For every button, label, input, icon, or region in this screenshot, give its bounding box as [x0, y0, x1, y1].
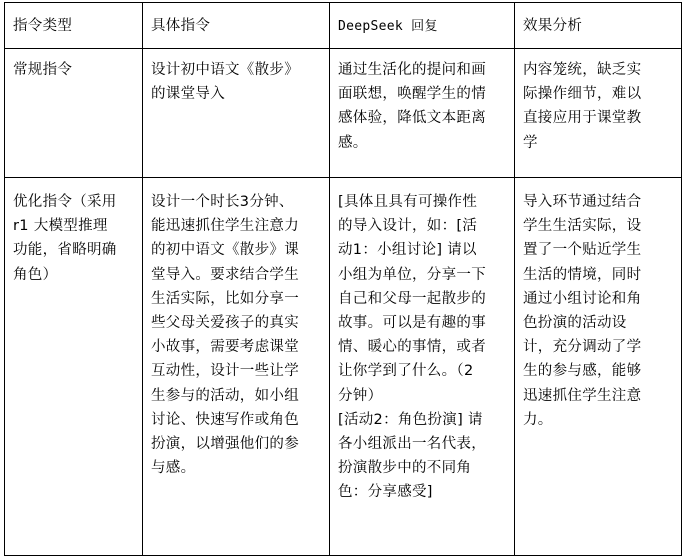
cell-line: 故事。可以是有趣的事	[338, 315, 486, 332]
cell-line: 迅速抓住学生注意	[523, 387, 642, 404]
cell-line: 生活的情境，同时	[523, 266, 642, 283]
cell-line: 内容笼统，缺乏实	[523, 62, 642, 78]
cell-line: 分钟）	[338, 387, 383, 404]
cell-line: 际操作细节，难以	[523, 86, 642, 103]
cell-line: 的课堂导入	[151, 86, 225, 103]
cell-line: 色：分享感受]	[338, 484, 433, 501]
cell-line: 生的参与感，能够	[523, 363, 642, 380]
cell-line: 角色）	[13, 266, 58, 283]
header-cell-instruction: 具体指令	[143, 3, 330, 49]
cell-line: 扮演散步中的不同角	[338, 460, 472, 477]
cell-line: [活动2：角色扮演] 请	[338, 411, 483, 428]
cell-line: 学生生活实际，设	[523, 218, 642, 235]
cell-line: 导入环节通过结合	[523, 194, 642, 210]
cell-line: 功能，省略明确	[13, 242, 117, 259]
cell-line: 学	[523, 134, 538, 151]
cell-line: 通过生活化的提问和画	[338, 62, 486, 78]
cell-line: 的导入设计，如：[活	[338, 218, 478, 235]
cell-line: 生活实际，比如分享一	[151, 290, 299, 307]
cell-instruction	[143, 49, 330, 178]
cell-line: 感体验，降低文本距离	[338, 110, 486, 127]
cell-line: 感。	[338, 134, 368, 151]
cell-line: 互动性，设计一些让学	[151, 363, 299, 380]
cell-line: 力。	[523, 411, 553, 428]
table-row	[5, 178, 682, 556]
cell-line: 与感。	[151, 460, 196, 477]
header-cell-type: 指令类型	[5, 3, 143, 49]
cell-type	[5, 178, 143, 556]
cell-line: 扮演，以增强他们的参	[151, 436, 299, 453]
cell-line: [具体且具有可操作性	[338, 194, 478, 210]
table-row	[5, 49, 682, 178]
cell-line: 计，充分调动了学	[523, 339, 642, 356]
cell-line: 置了一个贴近学生	[523, 242, 642, 259]
cell-line: 生参与的活动，如小组	[151, 387, 299, 404]
cell-reply	[330, 49, 515, 178]
cell-line: 设计一个时长3分钟、	[151, 194, 294, 210]
header-cell-analysis: 效果分析	[515, 3, 682, 49]
cell-line: 常规指令	[13, 62, 73, 78]
cell-line: 动1：小组讨论] 请以	[338, 242, 477, 259]
cell-line: 自己和父母一起散步的	[338, 290, 486, 307]
cell-line: 的初中语文《散步》课	[151, 242, 299, 259]
header-reply-label: DeepSeek 回复	[338, 19, 438, 34]
cell-line: 直接应用于课堂教	[523, 110, 642, 127]
instruction-comparison-table	[4, 2, 682, 556]
cell-line: 让你学到了什么。（2	[338, 363, 474, 380]
cell-line: 情、暖心的事情，或者	[338, 339, 486, 356]
cell-analysis	[515, 178, 682, 556]
cell-reply	[330, 178, 515, 556]
cell-instruction	[143, 178, 330, 556]
cell-line: 色扮演的活动设	[523, 315, 627, 332]
cell-line: 小故事，需要考虑课堂	[151, 339, 299, 356]
cell-line: 优化指令（采用	[13, 194, 117, 210]
cell-line: 各小组派出一名代表，	[338, 436, 486, 453]
cell-line: 通过小组讨论和角	[523, 290, 642, 307]
cell-line: 堂导入。要求结合学生	[151, 266, 299, 283]
cell-line: 面联想，唤醒学生的情	[338, 86, 486, 103]
cell-line: 设计初中语文《散步》	[151, 62, 299, 78]
cell-line: 些父母关爱孩子的真实	[151, 315, 299, 332]
cell-analysis	[515, 49, 682, 178]
table-header-row	[5, 3, 682, 49]
cell-line: 能迅速抓住学生注意力	[151, 218, 299, 235]
cell-line: 小组为单位，分享一下	[338, 266, 486, 283]
header-cell-reply	[330, 3, 515, 49]
cell-line: 讨论、快速写作或角色	[151, 411, 299, 428]
cell-line: r1 大模型推理	[13, 218, 108, 235]
cell-type	[5, 49, 143, 178]
